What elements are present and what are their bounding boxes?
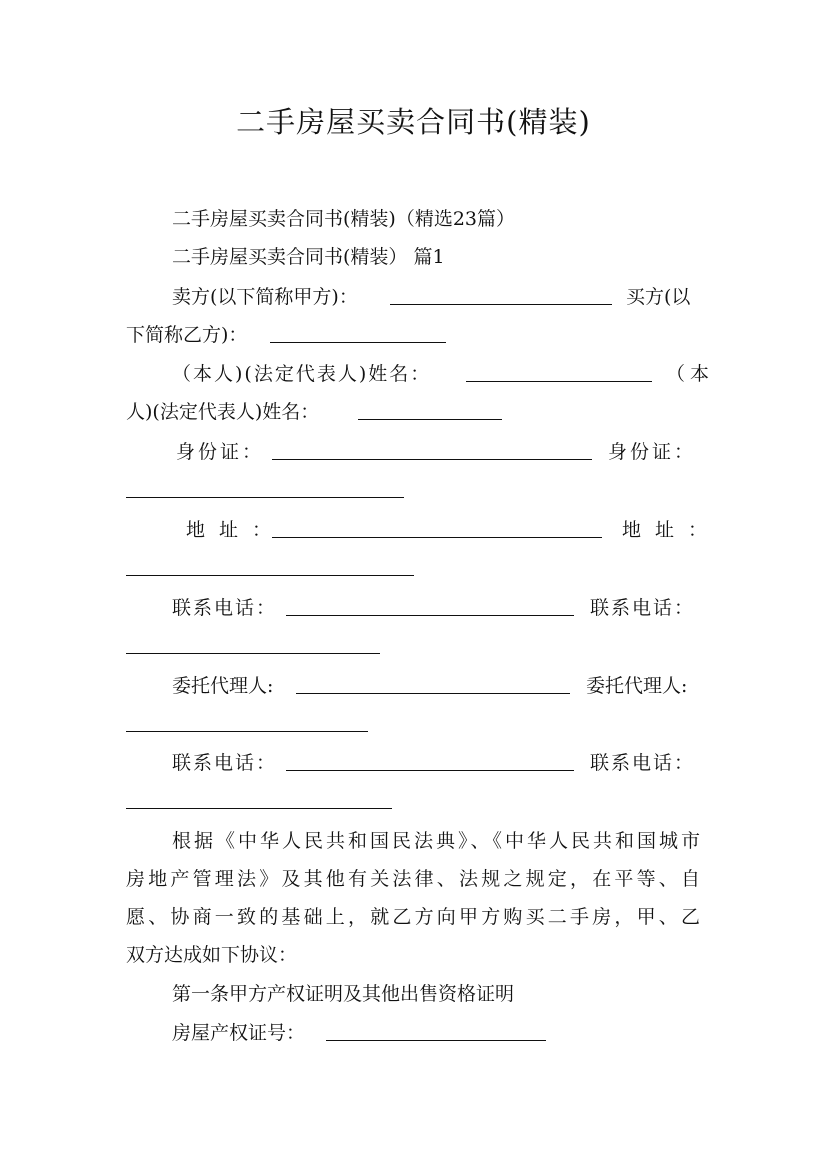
agent-line-cont [0, 703, 827, 741]
article-heading-line [0, 973, 827, 1011]
preamble-line [0, 934, 827, 972]
id-line [0, 431, 827, 469]
id-line-cont [0, 469, 827, 507]
buyer-phone-blank[interactable] [126, 653, 380, 654]
buyer-agent-blank[interactable] [126, 731, 368, 732]
buyer-phone-label: 联系电话： [590, 597, 696, 619]
section-heading-line [0, 236, 827, 274]
party-line [0, 276, 827, 314]
certificate-line [0, 1012, 827, 1050]
seller-id-label: 身份证： [176, 441, 265, 463]
seller-address-blank[interactable] [272, 537, 602, 538]
buyer-agent-label: 委托代理人: [586, 675, 688, 697]
subtitle-line [0, 198, 827, 236]
buyer-person-blank[interactable] [358, 419, 502, 420]
buyer-person-label-end: 人)(法定代表人)姓名： [126, 401, 320, 423]
buyer-id-blank[interactable] [126, 497, 404, 498]
seller-person-blank[interactable] [466, 381, 652, 382]
buyer-agent-phone-label: 联系电话： [590, 752, 696, 774]
seller-name-blank[interactable] [390, 304, 612, 305]
preamble-line [0, 820, 827, 858]
seller-agent-blank[interactable] [296, 693, 570, 694]
seller-phone-label: 联系电话： [172, 597, 278, 619]
page-title: 二手房屋买卖合同书(精装) [236, 105, 591, 139]
phone-line-cont [0, 625, 827, 663]
certificate-label: 房屋产权证号： [172, 1022, 306, 1044]
preamble-text: 双方达成如下协议： [126, 944, 298, 966]
buyer-label-start: 买方(以 [626, 286, 691, 308]
person-name-line-cont [0, 391, 827, 429]
agent-line [0, 665, 827, 703]
preamble-text: 根据《中华人民共和国民法典》、《中华人民共和国城市 [172, 830, 703, 852]
party-line-cont [0, 314, 827, 352]
subtitle: 二手房屋买卖合同书(精装)（精选23篇） [172, 208, 516, 230]
seller-label: 卖方(以下简称甲方)： [172, 286, 358, 308]
buyer-person-label-start: （本 [666, 363, 715, 385]
buyer-name-blank[interactable] [270, 342, 446, 343]
certificate-number-blank[interactable] [326, 1040, 546, 1041]
address-line [0, 509, 827, 547]
agent-phone-line-cont [0, 780, 827, 818]
preamble-line [0, 896, 827, 934]
seller-phone-blank[interactable] [286, 615, 574, 616]
seller-agent-phone-label: 联系电话： [172, 752, 278, 774]
phone-line [0, 587, 827, 625]
agent-phone-line [0, 742, 827, 780]
preamble-text: 愿、协商一致的基础上，就乙方向甲方购买二手房，甲、乙 [126, 906, 704, 928]
buyer-address-label: 地址： [622, 519, 722, 541]
seller-id-blank[interactable] [272, 459, 592, 460]
section-heading: 二手房屋买卖合同书(精装） 篇1 [172, 246, 445, 268]
preamble-text: 房地产管理法》及其他有关法律、法规之规定，在平等、自 [126, 868, 704, 890]
address-line-cont [0, 547, 827, 585]
seller-address-label: 地址： [186, 519, 286, 541]
article-1-heading: 第一条甲方产权证明及其他出售资格证明 [172, 983, 515, 1005]
person-name-line [0, 353, 827, 391]
buyer-address-blank[interactable] [126, 575, 414, 576]
seller-person-label: （本人)(法定代表人)姓名： [172, 363, 432, 385]
preamble-line [0, 858, 827, 896]
seller-agent-label: 委托代理人: [172, 675, 274, 697]
seller-agent-phone-blank[interactable] [286, 770, 574, 771]
buyer-id-label: 身份证： [608, 441, 697, 463]
buyer-label-end: 下简称乙方)： [126, 324, 248, 346]
buyer-agent-phone-blank[interactable] [126, 808, 392, 809]
